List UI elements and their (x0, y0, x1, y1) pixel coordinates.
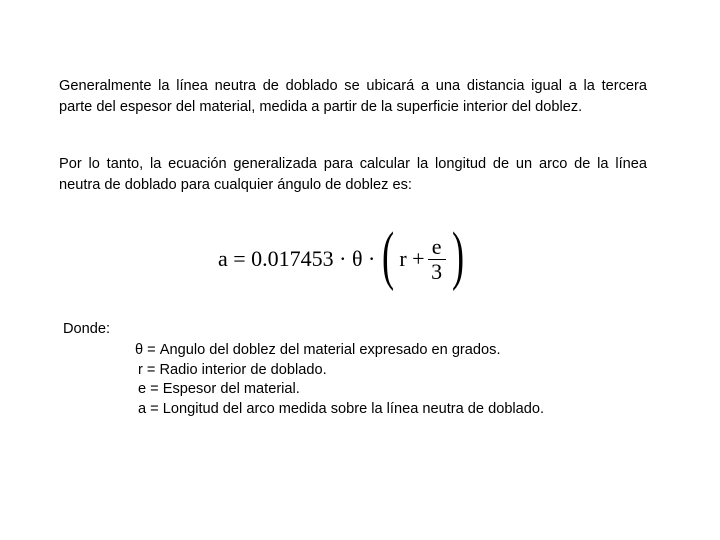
variable-definitions (135, 341, 544, 419)
arc-length-formula (218, 219, 469, 292)
paragraph-neutral-line: Generalmente la línea neutra de doblado se ubicará a una distancia igual a la tercera parte del espesor del material, medida a partir de la superficie interior del doblez. (59, 78, 647, 115)
fraction-numerator: e (431, 233, 442, 259)
formula-open-paren: ( (382, 219, 395, 292)
formula-close-paren: ) (451, 219, 464, 292)
formula-fraction (428, 235, 446, 284)
formula-inner-term: r + (399, 246, 425, 271)
definition-a: a = Longitud del arco medida sobre la línea neutra de doblado. (138, 400, 545, 417)
donde-label: Donde: (63, 321, 111, 337)
fraction-denominator: 3 (431, 258, 443, 284)
definition-r: r = Radio interior de doblado. (138, 361, 327, 378)
paragraph-equation-intro: Por lo tanto, la ecuación generalizada para calcular la longitud de un arco de la línea neutra de doblado para cualquier ángulo de doblez es: (59, 156, 647, 193)
definition-e: e = Espesor del material. (138, 381, 300, 397)
formula-lhs: a = 0.017453 · θ · (218, 246, 376, 271)
definition-theta: θ = Angulo del doblez del material expresado en grados. (135, 342, 501, 358)
